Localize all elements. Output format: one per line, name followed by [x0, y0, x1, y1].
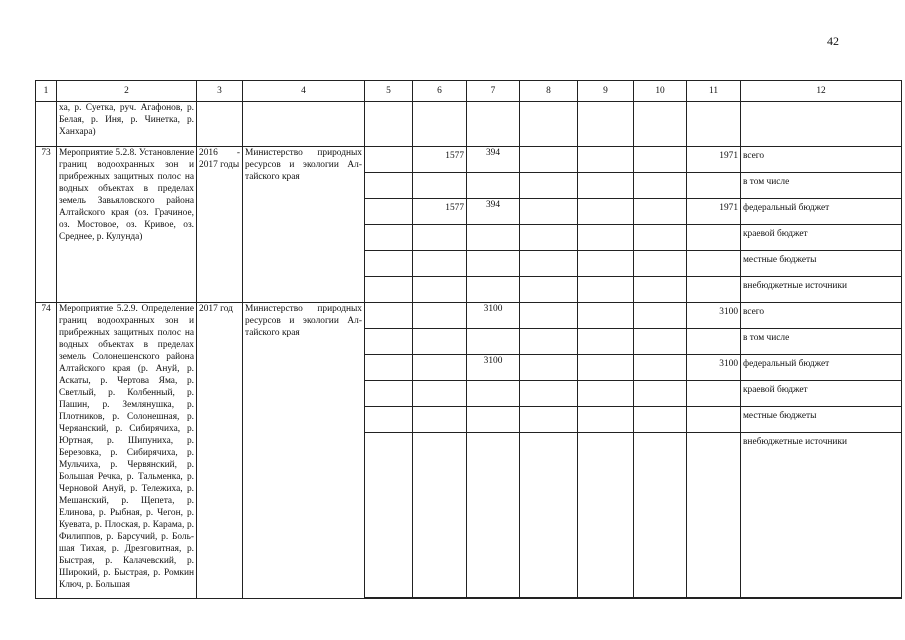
cell	[634, 199, 687, 225]
header-row	[36, 81, 902, 102]
finance-label: всего	[741, 147, 902, 173]
column-header: 7	[467, 81, 520, 102]
cell	[634, 407, 687, 433]
cell	[365, 303, 413, 329]
value-cell	[413, 277, 467, 303]
cell	[578, 277, 634, 303]
cell	[467, 598, 520, 599]
value-cell	[413, 355, 467, 381]
value-cell: 1577	[413, 199, 467, 225]
value-cell: 1577	[413, 147, 467, 173]
measure-description: Мероприятие 5.2.8. Установление границ водоохранных зон и прибрежных защитных полос на водных объектах в пределах земель Завьяловского района Алтайского края (оз. Грачиное, оз. Мостовое, оз. Кривое, оз. Среднее, р. Кулунда)	[57, 147, 197, 303]
cell	[365, 598, 413, 599]
table-row	[36, 303, 902, 329]
cell	[634, 102, 687, 147]
period: 2016 - 2017 годы	[197, 147, 243, 303]
cell	[578, 355, 634, 381]
column-header: 6	[413, 81, 467, 102]
value-cell	[413, 251, 467, 277]
value-cell	[413, 381, 467, 407]
cell	[687, 598, 741, 599]
finance-label: местные бюджеты	[741, 251, 902, 277]
cell	[197, 102, 243, 147]
cell	[634, 225, 687, 251]
cell	[578, 303, 634, 329]
cell	[634, 277, 687, 303]
cell	[365, 433, 413, 598]
column-header: 4	[243, 81, 365, 102]
cell	[365, 251, 413, 277]
value-cell	[467, 381, 520, 407]
finance-label: в том числе	[741, 329, 902, 355]
value-cell: 3100	[467, 303, 520, 329]
value-cell	[687, 407, 741, 433]
cell	[520, 277, 578, 303]
value-cell	[687, 173, 741, 199]
value-cell: 1971	[687, 147, 741, 173]
value-cell	[413, 329, 467, 355]
value-cell: 3100	[467, 355, 520, 381]
cell	[741, 598, 902, 599]
continuation-row	[36, 102, 902, 147]
cell	[578, 173, 634, 199]
value-cell	[687, 225, 741, 251]
finance-label: федеральный бюджет	[741, 355, 902, 381]
cell	[578, 199, 634, 225]
column-header: 12	[741, 81, 902, 102]
cell	[578, 381, 634, 407]
cell	[634, 329, 687, 355]
cell	[365, 355, 413, 381]
value-cell	[687, 433, 741, 598]
cell	[741, 102, 902, 147]
value-cell	[467, 173, 520, 199]
cell	[687, 102, 741, 147]
cell	[578, 225, 634, 251]
cell	[578, 329, 634, 355]
column-header: 3	[197, 81, 243, 102]
cell	[634, 355, 687, 381]
cell	[634, 598, 687, 599]
cell	[578, 147, 634, 173]
column-header: 2	[57, 81, 197, 102]
cell	[365, 102, 413, 147]
cell	[413, 102, 467, 147]
executor: Министерство природных ресурсов и экологии Алтайского края	[243, 147, 365, 303]
value-cell	[413, 433, 467, 598]
cell	[520, 102, 578, 147]
finance-label: местные бюджеты	[741, 407, 902, 433]
executor: Министерство природных ресурсов и экологии Алтайского края	[243, 303, 365, 599]
cell	[578, 407, 634, 433]
cell	[634, 173, 687, 199]
column-header: 1	[36, 81, 57, 102]
value-cell	[467, 277, 520, 303]
cell	[520, 173, 578, 199]
column-header: 10	[634, 81, 687, 102]
row-number: 73	[36, 147, 57, 303]
column-header: 11	[687, 81, 741, 102]
cell	[520, 147, 578, 173]
cell	[520, 251, 578, 277]
cell	[634, 303, 687, 329]
row-number: 74	[36, 303, 57, 599]
cell	[365, 407, 413, 433]
cell	[520, 199, 578, 225]
cell	[578, 598, 634, 599]
value-cell	[467, 433, 520, 598]
value-cell	[687, 381, 741, 407]
value-cell	[467, 407, 520, 433]
cell	[413, 598, 467, 599]
page-number: 42	[827, 34, 839, 48]
finance-label: всего	[741, 303, 902, 329]
cell	[365, 329, 413, 355]
cell	[520, 381, 578, 407]
cell	[520, 225, 578, 251]
cell	[365, 199, 413, 225]
value-cell	[467, 251, 520, 277]
column-header: 8	[520, 81, 578, 102]
cell	[36, 102, 57, 147]
cell	[520, 433, 578, 598]
cell	[520, 407, 578, 433]
value-cell	[687, 329, 741, 355]
cell	[520, 303, 578, 329]
value-cell: 3100	[687, 303, 741, 329]
cell	[243, 102, 365, 147]
value-cell	[413, 225, 467, 251]
value-cell	[413, 303, 467, 329]
value-cell: 3100	[687, 355, 741, 381]
finance-label: краевой бюджет	[741, 225, 902, 251]
cell	[578, 433, 634, 598]
value-cell	[413, 173, 467, 199]
value-cell: 394	[467, 199, 520, 225]
cell	[365, 173, 413, 199]
value-cell	[687, 277, 741, 303]
finance-label: краевой бюджет	[741, 381, 902, 407]
cell	[578, 251, 634, 277]
column-header: 5	[365, 81, 413, 102]
value-cell: 1971	[687, 199, 741, 225]
finance-label: внебюджетные источники	[741, 277, 902, 303]
cell	[520, 598, 578, 599]
finance-label: федеральный бюджет	[741, 199, 902, 225]
finance-label: внебюджетные источники	[741, 433, 902, 598]
cell	[365, 147, 413, 173]
cell	[634, 251, 687, 277]
measure-description: Мероприятие 5.2.9. Определение границ водоохранных зон и прибрежных защитных полос на водных объектах в пределах земель Солонешенского района Алтайского края (р. Ануй, р. Аскаты, р. Чертова Яма, р. Светлый, р. Колбенный, р. Пашин, р. Землянушка, р. Плотников, р. Солонешная, р. Черяанский, р. Сибирячиха, р. Юртная, р. Шипуниха, р. Березовка, р. Сибирячиха, р. Мульчиха, р. Червянский, р. Большая Речка, р. Тальменка, р. Черновой Ануй, р. Тележиха, р. Мешанский, р. Щепета, р. Елинова, р. Рыбная, р. Чегон, р. Куевата, р. Плоская, р. Карама, р. Филиппов, р. Барсучий, р. Большая Тихая, р. Дрезговитная, р. Быстрая, р. Калачевский, р. Широкий, р. Быстрая, р. Ромкин Ключ, р. Большая	[57, 303, 197, 599]
cell	[467, 102, 520, 147]
cell	[520, 329, 578, 355]
cell	[365, 381, 413, 407]
value-cell: 394	[467, 147, 520, 173]
cell	[634, 381, 687, 407]
continuation-text: ха, р. Суетка, руч. Агафонов, р. Белая, р. Иня, р. Чинетка, р. Ханхара)	[57, 102, 197, 147]
cell	[365, 277, 413, 303]
program-table	[35, 80, 902, 599]
cell	[520, 355, 578, 381]
column-header: 9	[578, 81, 634, 102]
table-row	[36, 147, 902, 173]
cell	[634, 147, 687, 173]
value-cell	[467, 329, 520, 355]
cell	[634, 433, 687, 598]
value-cell	[687, 251, 741, 277]
value-cell	[413, 407, 467, 433]
cell	[578, 102, 634, 147]
cell	[365, 225, 413, 251]
value-cell	[467, 225, 520, 251]
period: 2017 год	[197, 303, 243, 599]
finance-label: в том числе	[741, 173, 902, 199]
